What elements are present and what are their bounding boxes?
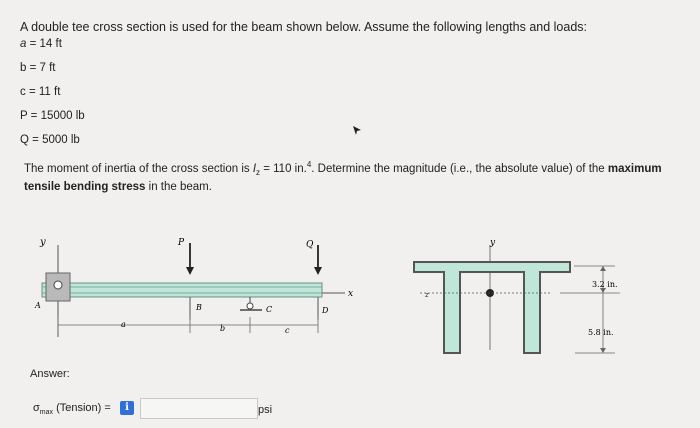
support-c-roller — [247, 303, 253, 309]
dim-top-label: 3.2 in. — [592, 280, 618, 289]
question-text: The moment of inertia of the cross section is $I_z = 110$ in.$^4$. Determine the magnitude (i.e., the absolute value) of the maximum tensile bending stress in the beam. — [24, 160, 662, 194]
unit-label: psi — [258, 404, 273, 416]
section-z-label: z — [425, 291, 429, 299]
point-a-label: A — [35, 301, 41, 310]
dim-c-label: c — [285, 326, 290, 335]
section-y-label: y — [490, 238, 496, 248]
given-p: P = 15000 lb — [20, 110, 85, 122]
dim-bottom-label: 5.8 in. — [588, 328, 614, 337]
problem-intro: A double tee cross section is used for the beam shown below. Assume the following lengths and loads: — [20, 20, 588, 34]
mouse-cursor-icon — [351, 125, 363, 137]
beam-x-label: x — [348, 289, 354, 299]
load-q-label: Q — [306, 240, 314, 250]
beam-diagram — [0, 225, 380, 360]
support-a-pin — [54, 281, 62, 289]
answer-input[interactable] — [140, 398, 258, 419]
load-p-label: P — [178, 238, 185, 248]
given-c: c = 11 ft — [20, 86, 61, 98]
point-c-label: C — [266, 305, 273, 314]
sigma-max-label: $\sigma_{max}$ (Tension) = — [33, 402, 111, 417]
given-b: b = 7 ft — [20, 62, 56, 74]
beam-y-label: y — [40, 237, 46, 248]
info-icon[interactable]: i — [120, 401, 134, 415]
answer-label: Answer: — [30, 368, 70, 380]
point-b-label: B — [196, 303, 202, 312]
given-q: Q = 5000 lb — [20, 134, 80, 146]
dim-a-label: a — [121, 320, 126, 329]
point-d-label: D — [322, 306, 329, 315]
given-a: a = 14 ft — [20, 38, 62, 50]
beam-body — [42, 283, 322, 297]
dim-b-label: b — [220, 324, 226, 333]
double-tee-shape — [414, 262, 570, 353]
cross-section-diagram — [400, 235, 630, 365]
